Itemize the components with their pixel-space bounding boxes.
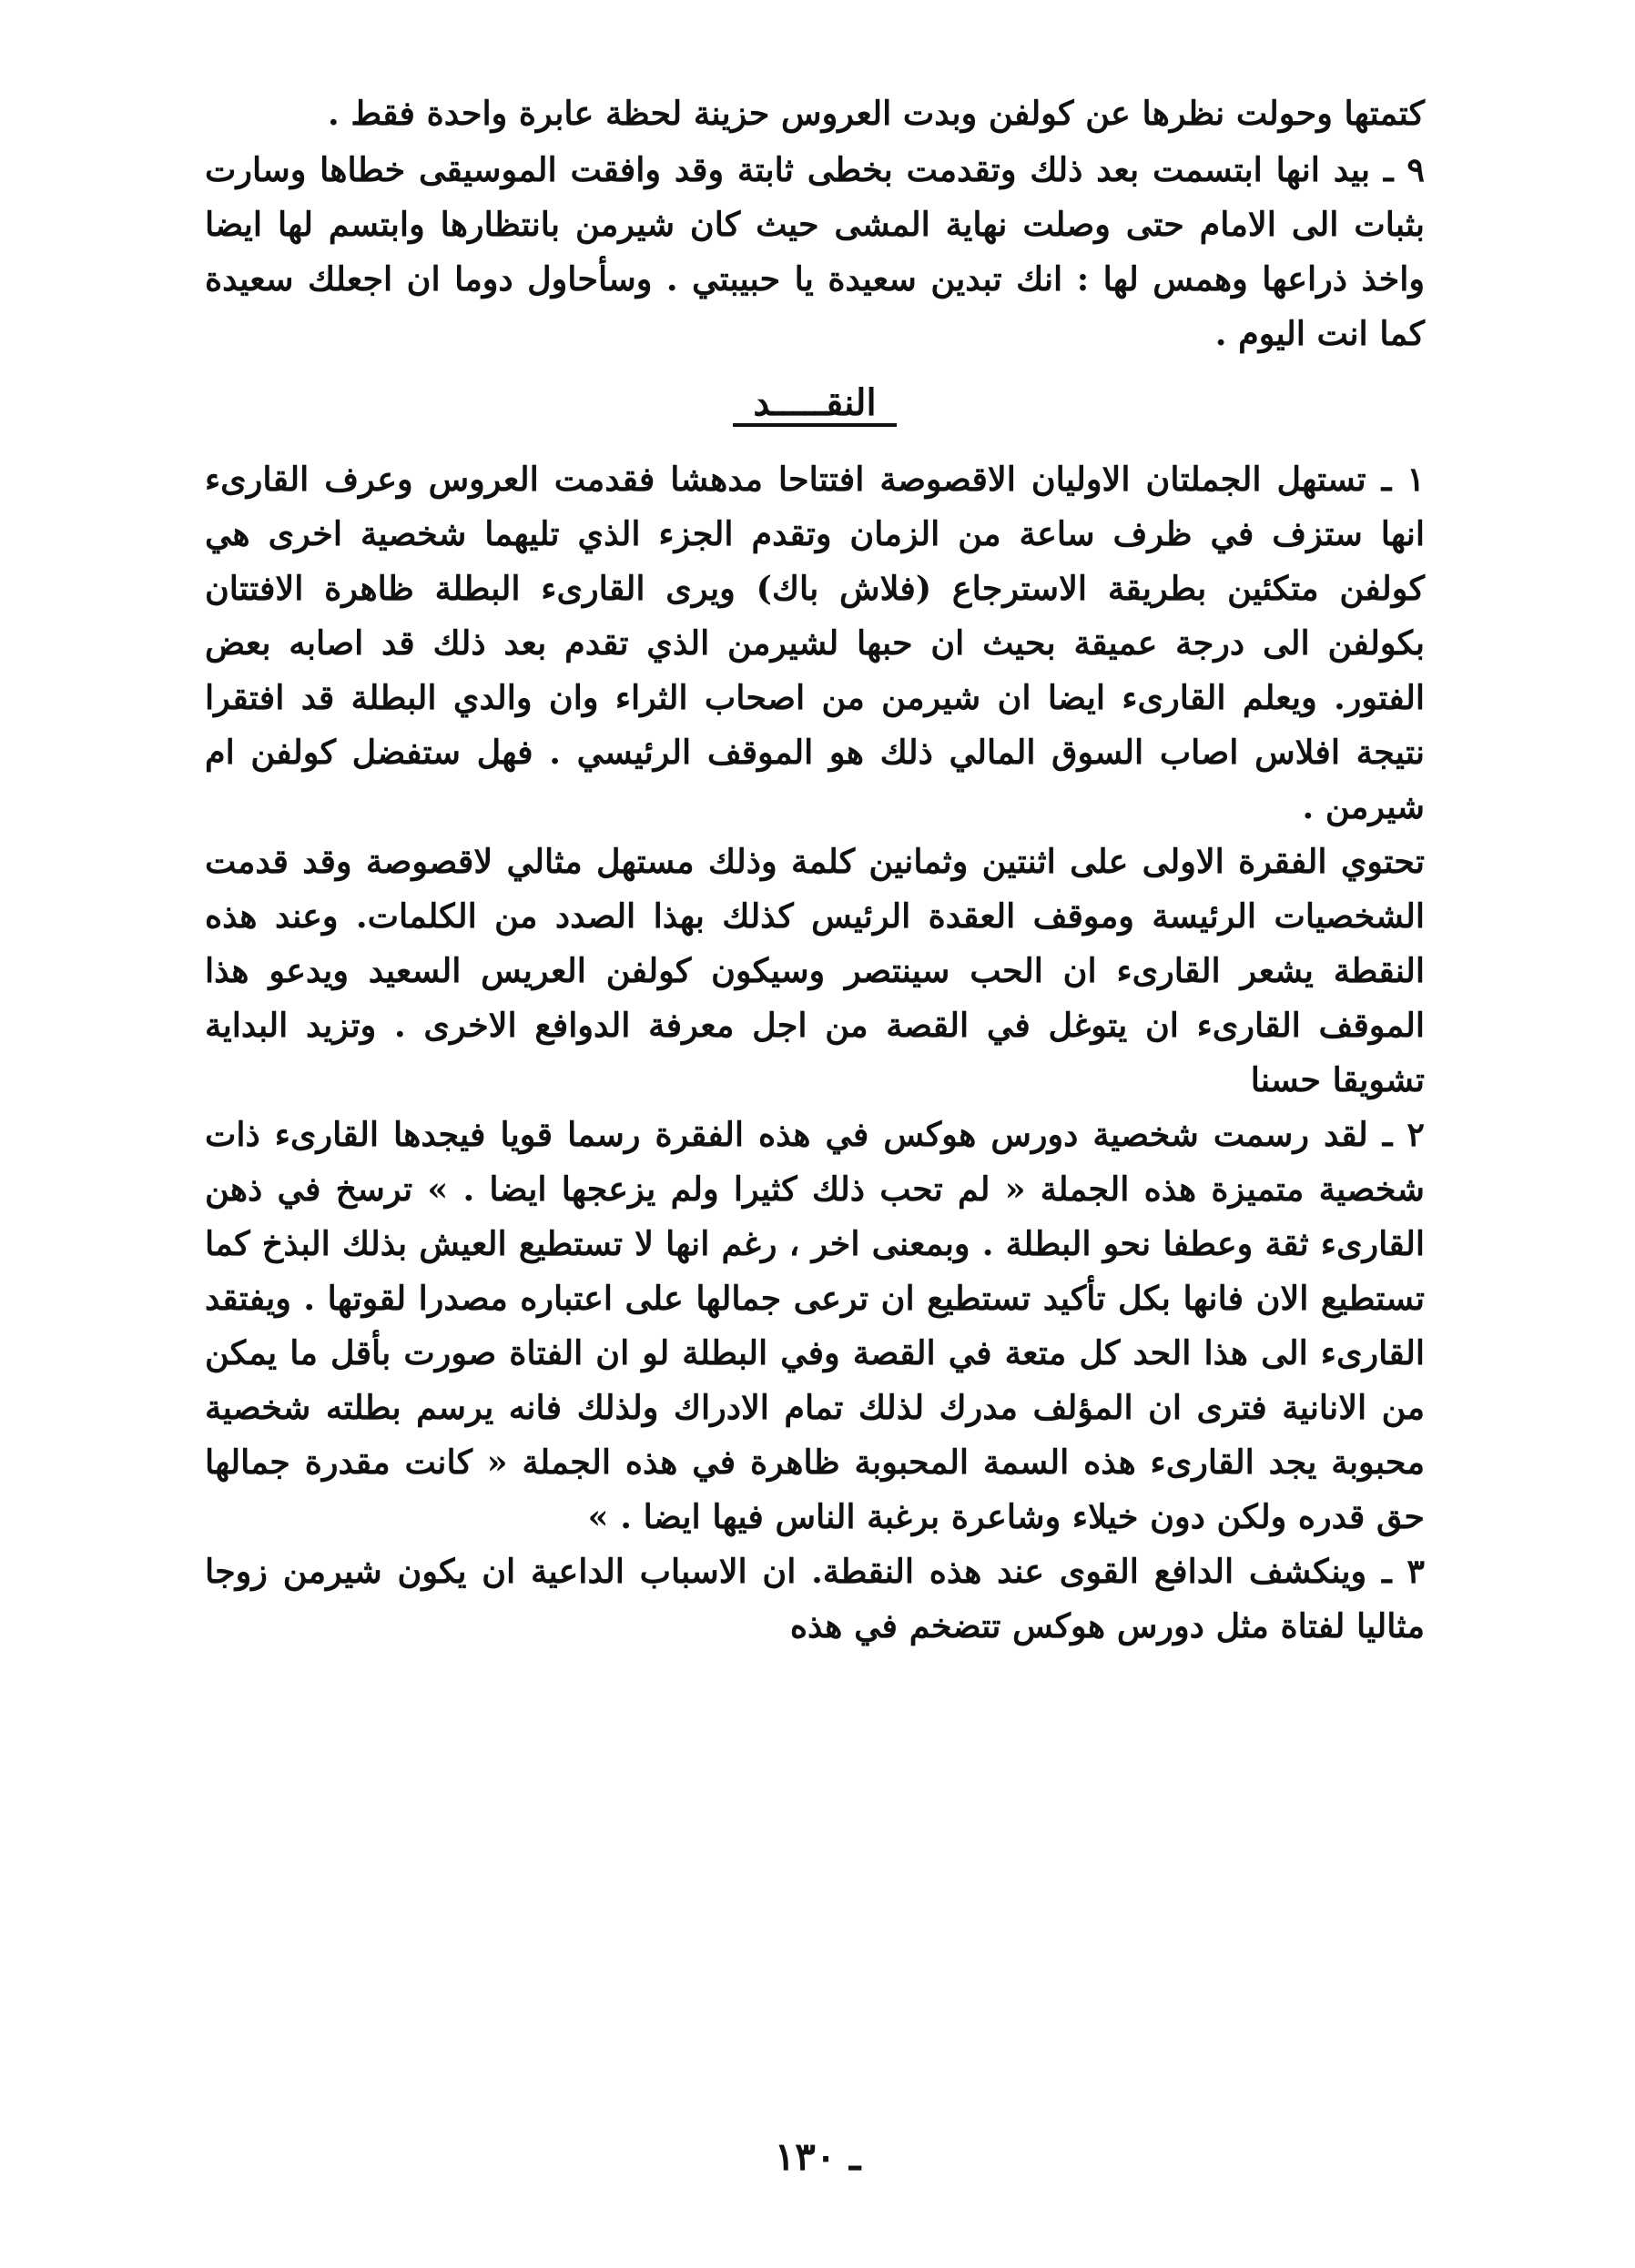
book-page [205, 86, 1425, 2180]
section-heading-text: النقـــــد [733, 383, 896, 427]
critique-paragraph-1: ١ ـ تستهل الجملتان الاوليان الاقصوصة افتتاحا مدهشا فقدمت العروس وعرف القارىء انها ستزف في ظرف ساعة من الزمان وتقدم الجزء الذي تليهما شخصية اخرى هي كولفن متكئين بطريقة الاسترجاع (فلاش باك) ويرى القارىء البطلة ظاهرة الافتتان بكولفن الى درجة عميقة بحيث ان حبها لشيرمن الذي تقدم بعد ذلك قد اصابه بعض الفتور. ويعلم القارىء ايضا ان شيرمن من اصحاب الثراء وان والدي البطلة قد افتقرا نتيجة افلاس اصاب السوق المالي ذلك هو الموقف الرئيسي . فهل ستفضل كولفن ام شيرمن . [205, 460, 1425, 826]
critique-paragraph-3: ٣ ـ وينكشف الدافع القوى عند هذه النقطة. ان الاسباب الداعية ان يكون شيرمن زوجا مثاليا لفتاة مثل دورس هوكس تتضخم في هذه [205, 1552, 1425, 1645]
critique-paragraph-1-analysis: تحتوي الفقرة الاولى على اثنتين وثمانين كلمة وذلك مستهل مثالي لاقصوصة وقد قدمت الشخصيات الرئيسة وموقف العقدة الرئيس كذلك بهذا الصدد من الكلمات. وعند هذه النقطة يشعر القارىء ان الحب سينتصر وسيكون كولفن العريس السعيد ويدعو هذا الموقف القارىء ان يتوغل في القصة من اجل معرفة الدوافع الاخرى . وتزيد البداية تشويقا حسنا [205, 842, 1425, 1099]
critique-paragraph-2: ٢ ـ لقد رسمت شخصية دورس هوكس في هذه الفقرة رسما قويا فيجدها القارىء ذات شخصية متميزة هذه الجملة « لم تحب ذلك كثيرا ولم يزعجها ايضا . » ترسخ في ذهن القارىء ثقة وعطفا نحو البطلة . وبمعنى اخر ، رغم انها لا تستطيع العيش بذلك البذخ كما تستطيع الان فانها بكل تأكيد تستطيع ان ترعى جمالها على اعتباره مصدرا لقوتها . ويفتقد القارىء الى هذا الحد كل متعة في القصة وفي البطلة لو ان الفتاة صورت بأقل ما يمكن من الانانية فترى ان المؤلف مدرك لذلك تمام الادراك ولذلك فانه يرسم بطلته شخصية محبوبة يجد القارىء هذه السمة المحبوبة ظاهرة في هذه الجملة « كانت مقدرة جمالها حق قدره ولكن دون خيلاء وشاعرة برغبة الناس فيها ايضا . » [205, 1115, 1425, 1536]
paragraph-9: ٩ ـ بيد انها ابتسمت بعد ذلك وتقدمت بخطى ثابتة وقد وافقت الموسيقى خطاها وسارت بثبات الى الامام حتى وصلت نهاية المشى حيث كان شيرمن بانتظارها وابتسم لها ايضا واخذ ذراعها وهمس لها : انك تبدين سعيدة يا حبيبتي . وسأحاول دوما ان اجعلك سعيدة كما انت اليوم . [205, 150, 1425, 353]
section-heading-criticism [205, 376, 1425, 430]
paragraph-intro-continuation: كتمتها وحولت نظرها عن كولفن وبدت العروس حزينة لحظة عابرة واحدة فقط . [327, 94, 1425, 133]
page-number: ـ ١٣٠ [774, 2134, 861, 2179]
